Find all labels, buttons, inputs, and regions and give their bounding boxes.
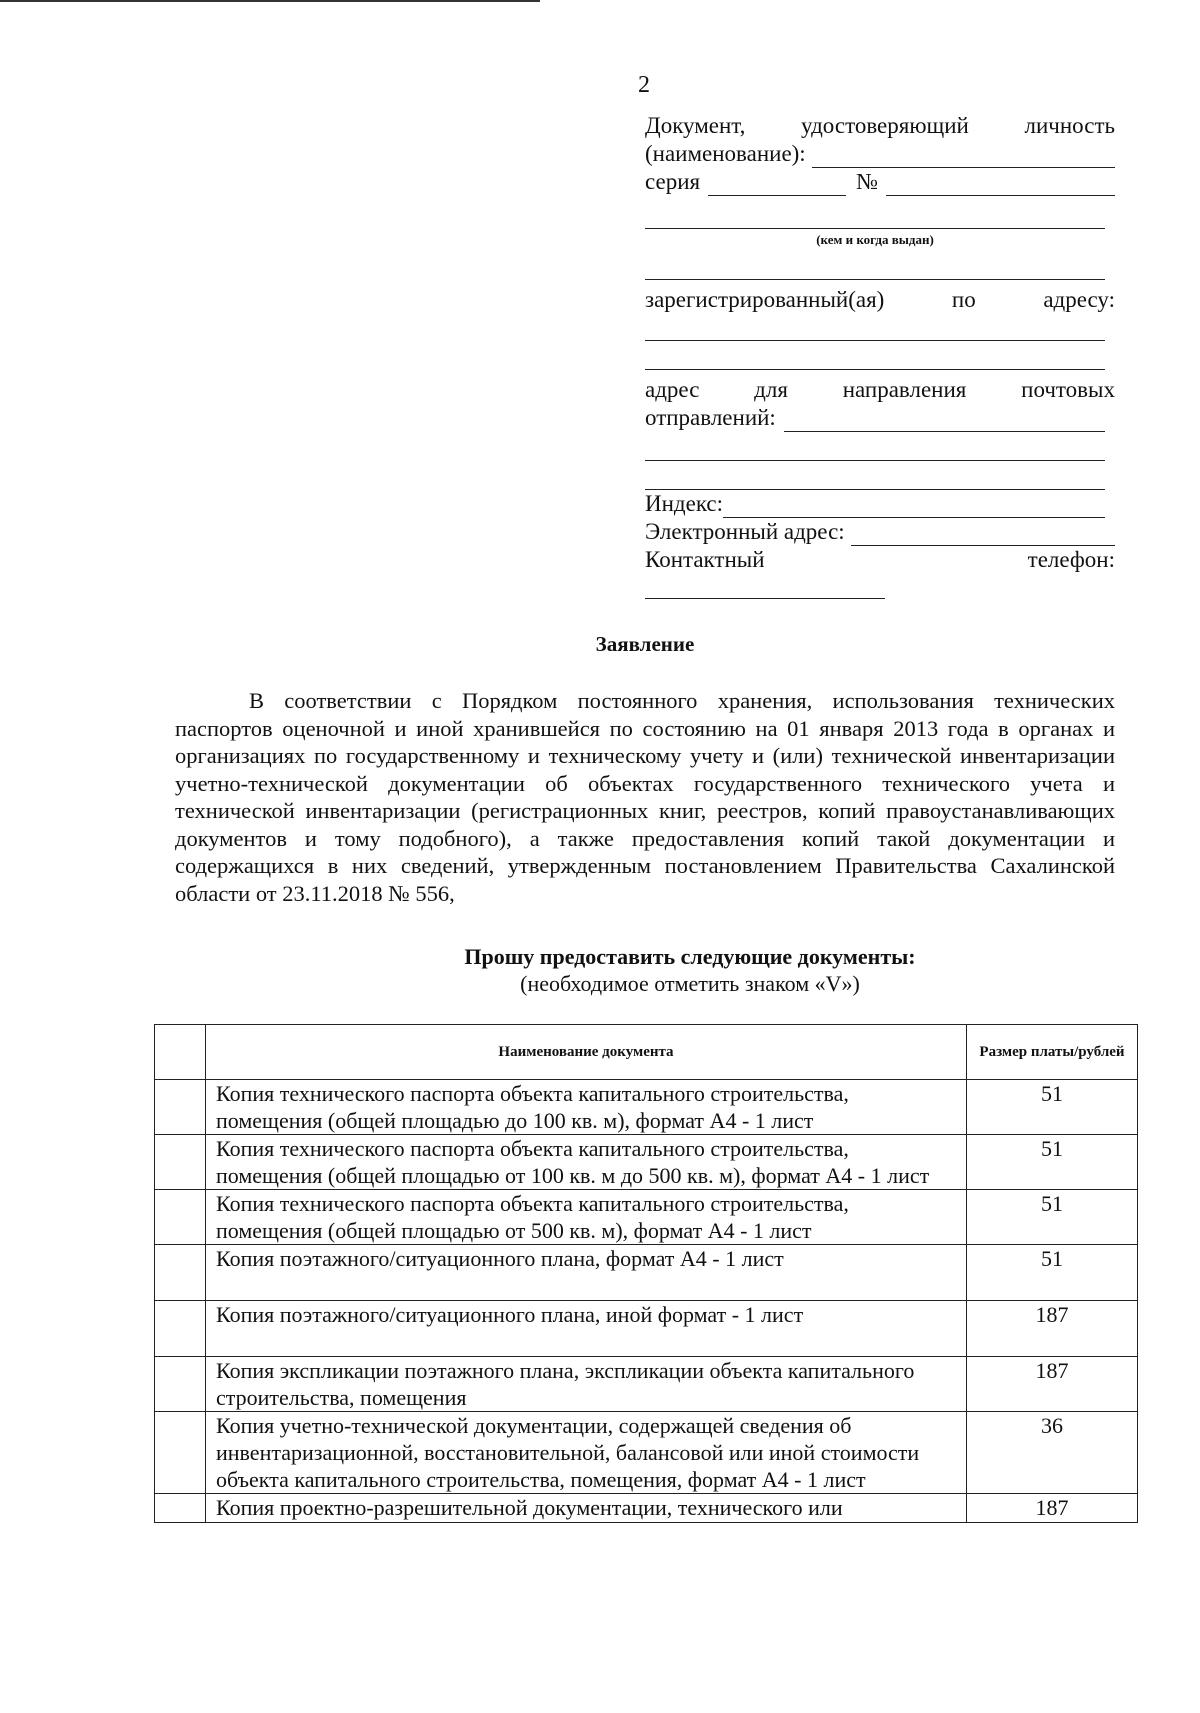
- table-header-row: [155, 1025, 1138, 1080]
- top-border-line: [0, 0, 540, 2]
- table-row: [155, 1245, 1138, 1301]
- document-title: Заявление: [595, 632, 695, 656]
- column-header-name: Наименование документа: [206, 1025, 967, 1080]
- document-price: 51: [967, 1245, 1138, 1301]
- mail-address-field[interactable]: [784, 409, 1105, 432]
- number-field[interactable]: [886, 173, 1115, 196]
- document-name: Копия технического паспорта объекта капитального строительства, помещения (общей площадью от 100 кв. м до 500 кв. м), формат А4 - 1 лист: [206, 1135, 967, 1190]
- mail-address-field-3[interactable]: [645, 467, 1105, 490]
- phone-field[interactable]: [645, 576, 885, 599]
- document-name: Копия поэтажного/ситуационного плана, формат А4 - 1 лист: [206, 1245, 967, 1301]
- row-checkbox[interactable]: [155, 1135, 206, 1190]
- request-note: (необходимое отметить знаком «V»): [520, 971, 860, 996]
- table-row: [155, 1190, 1138, 1245]
- request-heading: [0, 943, 1200, 997]
- document-name: Копия технического паспорта объекта капитального строительства, помещения (общей площадью до 100 кв. м), формат А4 - 1 лист: [206, 1080, 967, 1135]
- table-row: [155, 1412, 1138, 1494]
- row-checkbox[interactable]: [155, 1494, 206, 1523]
- table-row: [155, 1135, 1138, 1190]
- index-label: Индекс:: [645, 491, 724, 516]
- table-row: [155, 1357, 1138, 1412]
- checkbox-column-header: [155, 1025, 206, 1080]
- issued-by-field[interactable]: [645, 206, 1105, 229]
- id-document-name-field[interactable]: [812, 145, 1115, 168]
- registered-address-field-2[interactable]: [645, 347, 1105, 370]
- document-price: 51: [967, 1135, 1138, 1190]
- table-row: [155, 1494, 1138, 1523]
- table-row: [155, 1301, 1138, 1357]
- row-checkbox[interactable]: [155, 1245, 206, 1301]
- email-field[interactable]: [851, 523, 1115, 546]
- row-checkbox[interactable]: [155, 1301, 206, 1357]
- id-document-name-row: [645, 140, 1115, 168]
- document-price: 187: [967, 1357, 1138, 1412]
- issued-by-field-2[interactable]: [645, 257, 1105, 280]
- issued-by-hint: (кем и когда выдан): [816, 232, 934, 247]
- document-price: 36: [967, 1412, 1138, 1494]
- phone-label: Контактный телефон:: [645, 547, 1115, 572]
- mail-address-field-2[interactable]: [645, 438, 1105, 461]
- applicant-details: [645, 112, 1115, 599]
- document-name: Копия поэтажного/ситуационного плана, иной формат - 1 лист: [206, 1301, 967, 1357]
- request-title: Прошу предоставить следующие документы:: [464, 944, 916, 969]
- document-name: Копия технического паспорта объекта капитального строительства, помещения (общей площадью от 500 кв. м), формат А4 - 1 лист: [206, 1190, 967, 1245]
- document-price: 51: [967, 1080, 1138, 1135]
- document-name: Копия экспликации поэтажного плана, экспликации объекта капитального строительства, помещения: [206, 1357, 967, 1412]
- series-label: серия: [645, 169, 701, 194]
- documents-table: [154, 1024, 1138, 1523]
- document-price: 187: [967, 1494, 1138, 1523]
- mail-address-row: [645, 404, 1115, 432]
- id-document-name-label: (наименование):: [645, 141, 806, 166]
- email-row: [645, 518, 1115, 546]
- table-row: [155, 1080, 1138, 1135]
- registered-address-label: зарегистрированный(ая) по адресу:: [645, 287, 1115, 312]
- document-price: 51: [967, 1190, 1138, 1245]
- email-label: Электронный адрес:: [645, 519, 845, 544]
- document-price: 187: [967, 1301, 1138, 1357]
- document-name: Копия проектно-разрешительной документации, технического или: [206, 1494, 967, 1523]
- mail-address-label-2: отправлений:: [645, 405, 776, 430]
- series-field[interactable]: [708, 173, 846, 196]
- row-checkbox[interactable]: [155, 1190, 206, 1245]
- row-checkbox[interactable]: [155, 1412, 206, 1494]
- number-label: №: [856, 169, 879, 194]
- row-checkbox[interactable]: [155, 1080, 206, 1135]
- series-number-row: [645, 168, 1115, 196]
- index-row: [645, 490, 1115, 518]
- id-document-label-line: Документ, удостоверяющий личность: [645, 113, 1115, 138]
- registered-address-field-1[interactable]: [645, 318, 1105, 341]
- page-number: 2: [638, 72, 650, 98]
- document-name: Копия учетно-технической документации, содержащей сведения об инвентаризационной, восстановительной, балансовой или иной стоимости объекта капитального строительства, помещения, формат А4 - 1 лист: [206, 1412, 967, 1494]
- mail-address-label: адрес для направления почтовых: [645, 377, 1115, 402]
- index-field[interactable]: [723, 495, 1105, 518]
- body-paragraph: В соответствии с Порядком постоянного хранения, использования технических паспортов оценочной и иной хранившейся по состоянию на 01 января 2013 года в органах и организациях по государственному и техническому учету и (или) технической инвентаризации учетно-технической документации об объектах государственного технического учета и технической инвентаризации (регистрационных книг, реестров, копий правоустанавливающих документов и тому подобного), а также предоставления копий такой документации и содержащихся в них сведений, утвержденным постановлением Правительства Сахалинской области от 23.11.2018 № 556,: [175, 688, 1115, 906]
- row-checkbox[interactable]: [155, 1357, 206, 1412]
- column-header-price: Размер платы/рублей: [967, 1025, 1138, 1080]
